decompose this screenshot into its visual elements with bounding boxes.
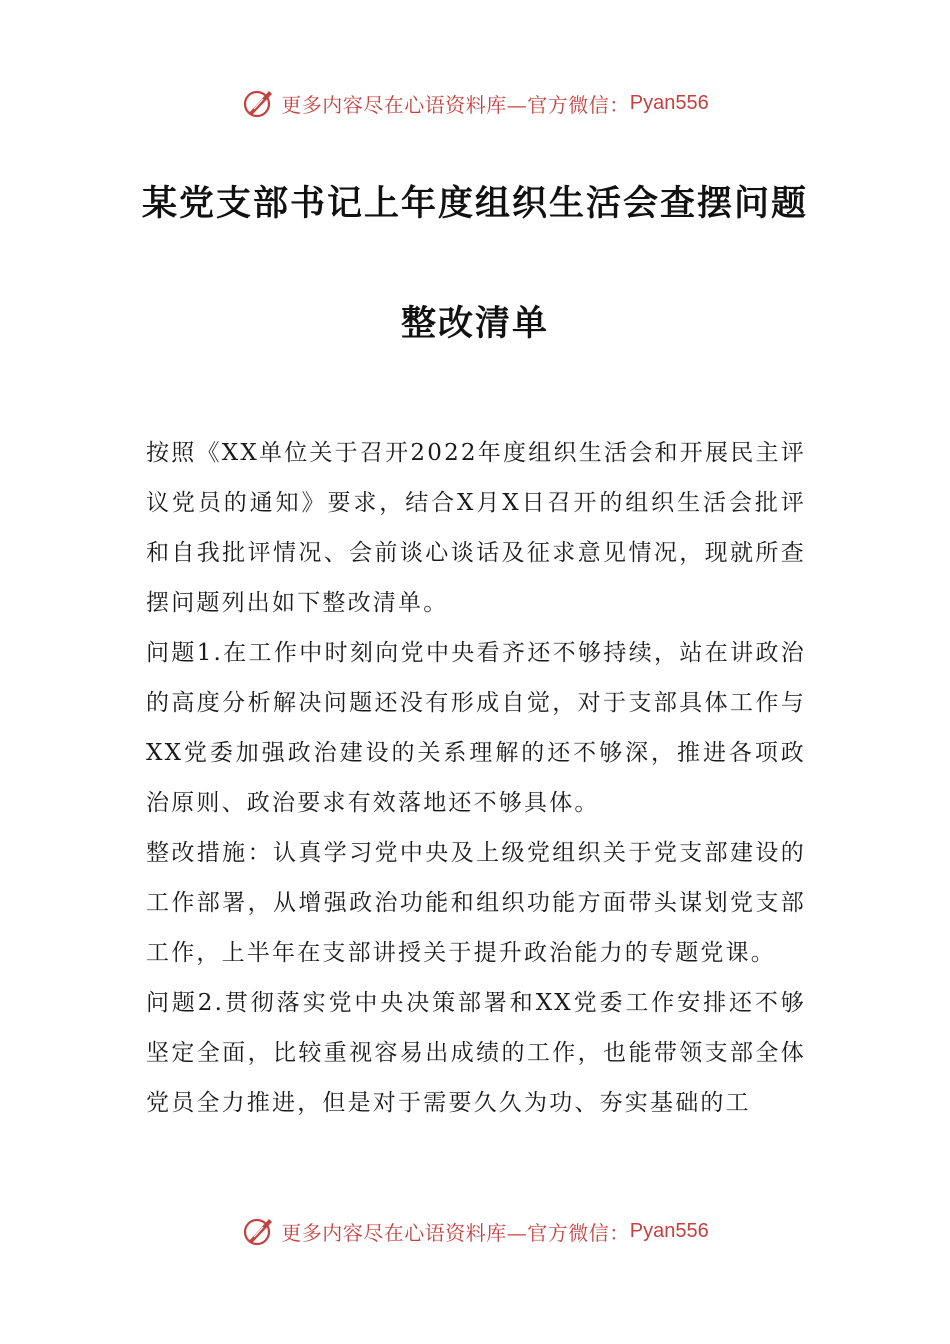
quill-logo-icon [241,85,277,121]
paragraph-problem-1: 问题1.在工作中时刻向党中央看齐还不够持续，站在讲政治的高度分析解决问题还没有形成自觉，对于支部具体工作与XX党委加强政治建设的关系理解的还不够深，推进各项政治原则、政治要求有效落地还不够具体。 [146,640,806,816]
paragraph-measures-1: 整改措施：认真学习党中央及上级党组织关于党支部建设的工作部署，从增强政治功能和组织功能方面带头谋划党支部工作，上半年在支部讲授关于提升政治能力的专题党课。 [146,840,806,966]
paragraph-intro: 按照《XX单位关于召开2022年度组织生活会和开展民主评议党员的通知》要求，结合X月X日召开的组织生活会批评和自我批评情况、会前谈心谈话及征求意见情况，现就所查摆问题列出如下整改清单。 [146,440,806,616]
document-title-line2: 整改清单 [400,304,549,344]
header-wechat-id: Pyan556 [629,91,709,114]
footer-wechat-id: Pyan556 [629,1219,709,1242]
header-banner [0,83,950,123]
document-title-line1: 某党支部书记上年度组织生活会查摆问题 [141,184,808,224]
footer-banner [0,1211,950,1251]
header-banner-text: 更多内容尽在心语资料库—官方微信： [281,92,630,117]
footer-banner-text: 更多内容尽在心语资料库—官方微信： [281,1220,630,1245]
document-body [146,428,806,1128]
paragraph-problem-2: 问题2.贯彻落实党中央决策部署和XX党委工作安排还不够坚定全面，比较重视容易出成绩的工作，也能带领支部全体党员全力推进，但是对于需要久久为功、夯实基础的工 [146,990,806,1116]
quill-logo-icon [241,1213,277,1249]
